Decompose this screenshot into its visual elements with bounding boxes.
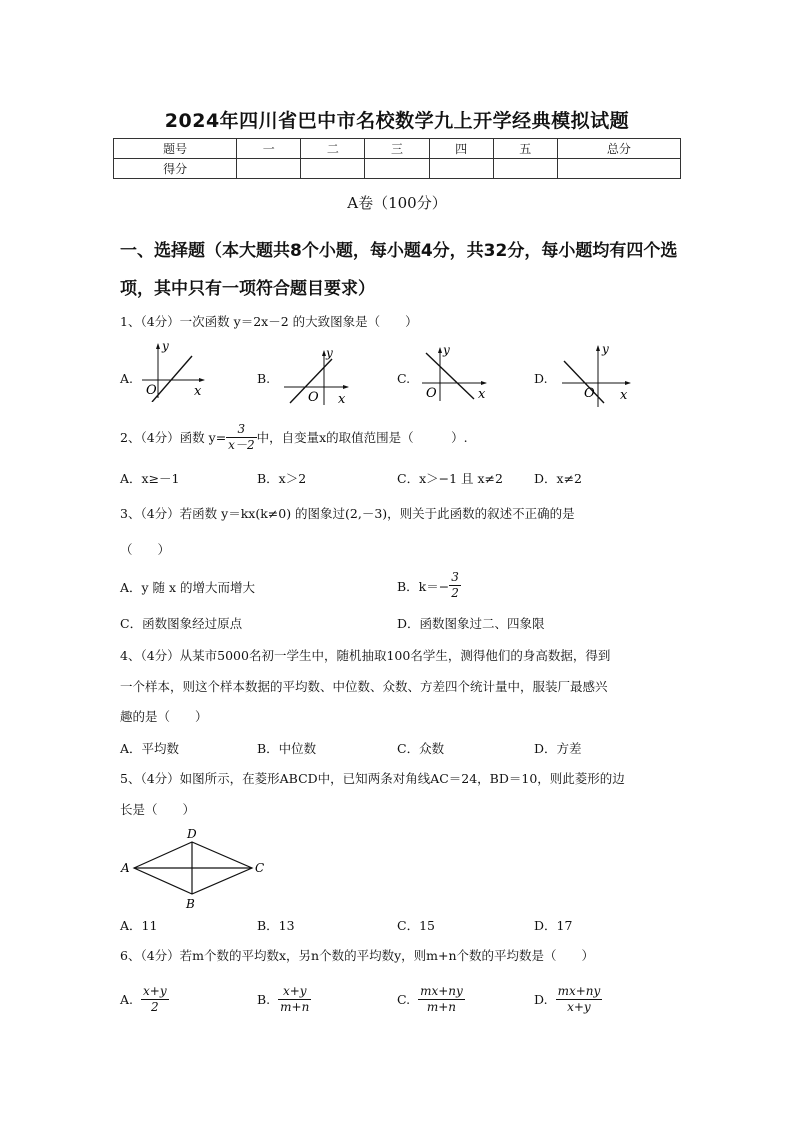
axis-label-x: x (338, 392, 346, 407)
score-cell[interactable] (365, 159, 429, 179)
q6-option-c-label: C. (397, 992, 411, 1007)
score-cell[interactable] (301, 159, 365, 179)
frac-den: 2 (151, 1000, 159, 1014)
q3-text: 3、（4分）若函数 y＝kx(k≠0) 的图象过(2,－3)，则关于此函数的叙述不正确的是 (120, 506, 575, 521)
q6-text: 6、（4分）若m个数的平均数x，另n个数的平均数y，则m+n个数的平均数是（ ） (120, 948, 595, 963)
score-cell[interactable] (429, 159, 493, 179)
q1-option-a-label: A. (120, 371, 134, 386)
q5-rhombus-figure (118, 824, 268, 912)
q2-option-a: A．x≥－1 (120, 471, 180, 486)
axis-label-y: y (162, 340, 169, 353)
q1-option-c-label: C. (397, 371, 411, 386)
score-header-cell: 题号 (114, 139, 237, 159)
frac-num: x+y (278, 984, 311, 1000)
score-row-label: 得分 (114, 159, 237, 179)
q6-option-b-fraction (278, 984, 311, 1015)
q2-frac-num: 3 (226, 422, 256, 438)
origin-label: O (426, 386, 437, 401)
y-arrow (156, 343, 160, 349)
score-cell[interactable] (237, 159, 301, 179)
q6-option-b-label: B. (257, 992, 271, 1007)
q3-option-d: D．函数图象过二、四象限 (397, 616, 545, 631)
x-arrow (199, 378, 205, 382)
q5-line2: 长是（ ） (120, 802, 196, 817)
origin-label: O (584, 386, 595, 401)
q3-frac-den: 2 (451, 586, 459, 600)
q6-option-d-label: D. (534, 992, 548, 1007)
vertex-label-d: D (187, 827, 197, 841)
vertex-label-a: A (121, 861, 130, 875)
exam-title: 2024年四川省巴中市名校数学九上开学经典模拟试题 (164, 110, 630, 132)
q6-option-a-fraction (141, 984, 169, 1015)
q3-option-b-fraction (449, 570, 461, 601)
q5-option-a: A．11 (120, 918, 158, 933)
q6-option-d (534, 984, 602, 1015)
score-table-header-row (114, 139, 681, 159)
score-table-score-row (114, 159, 681, 179)
section-a-heading: A卷（100分） (347, 194, 447, 212)
axis-label-y: y (326, 346, 333, 360)
vertex-label-b: B (186, 897, 195, 911)
vertex-label-c: C (255, 861, 265, 875)
q5-option-d: D．17 (534, 918, 573, 933)
frac-den: x+y (567, 1000, 591, 1014)
axis-label-x: x (620, 388, 628, 403)
score-cell[interactable] (557, 159, 680, 179)
q1-graph-c (418, 343, 490, 405)
frac-den: m+n (280, 1000, 310, 1014)
frac-den: m+n (426, 1000, 457, 1014)
score-header-cell: 一 (237, 139, 301, 159)
q3-option-b (397, 570, 461, 601)
q4-option-c: C．众数 (397, 741, 445, 756)
axis-label-y: y (443, 343, 450, 357)
q3-paren: （ ） (120, 542, 171, 557)
q6-option-c-fraction (418, 984, 465, 1015)
q4-option-d: D．方差 (534, 741, 582, 756)
q1-option-b-label: B. (257, 371, 271, 386)
y-arrow (596, 345, 600, 351)
q2-option-c: C．x＞−1 且 x≠2 (397, 471, 503, 486)
frac-num: mx+ny (420, 984, 463, 998)
y-arrow (438, 347, 442, 353)
q2-option-b: B．x＞2 (257, 471, 307, 486)
q1-text: 1、（4分）一次函数 y＝2x－2 的大致图象是（ ） (120, 314, 418, 329)
axis-label-x: x (194, 384, 202, 399)
score-header-cell: 三 (365, 139, 429, 159)
score-cell[interactable] (493, 159, 557, 179)
origin-label: O (146, 383, 157, 398)
q4-line3: 趣的是（ ） (120, 709, 208, 724)
q1-graph-b (280, 345, 352, 407)
q6-option-b (257, 984, 311, 1015)
part1-title: 一、选择题（本大题共8个小题，每小题4分，共32分，每小题均有四个选项，其中只有一项符合题目要求） (120, 241, 678, 299)
q3-option-a: A．y 随 x 的增大而增大 (120, 580, 256, 595)
x-arrow (625, 381, 631, 385)
q6-option-d-fraction (556, 984, 603, 1015)
q6-option-a-label: A. (120, 992, 134, 1007)
q5-line1: 5、（4分）如图所示，在菱形ABCD中，已知两条对角线AC＝24，BD＝10，则此菱形的边 (120, 771, 625, 786)
axis-label-x: x (478, 387, 486, 402)
frac-num: mx+ny (557, 984, 601, 998)
q6-option-c (397, 984, 465, 1015)
score-header-cell: 总分 (557, 139, 680, 159)
q4-option-b: B．中位数 (257, 741, 317, 756)
q2-prefix: 2、（4分）函数 y= (120, 429, 227, 445)
q1-option-d-label: D. (534, 371, 548, 386)
score-header-cell: 二 (301, 139, 365, 159)
frac-num: x+y (143, 984, 167, 998)
x-arrow (343, 385, 349, 389)
q4-line1: 4、（4分）从某市5000名初一学生中，随机抽取100名学生，测得他们的身高数据，得到 (120, 648, 611, 663)
q5-option-c: C．15 (397, 918, 435, 933)
q3-option-c: C．函数图象经过原点 (120, 616, 243, 631)
q2-option-d: D．x≠2 (534, 471, 582, 486)
q3-frac-num: 3 (451, 570, 459, 584)
axis-label-y: y (602, 342, 609, 356)
q1-graph-a (138, 340, 210, 402)
q2-line (120, 422, 468, 453)
q2-suffix: 中，自变量x的取值范围是（ ）. (256, 429, 468, 445)
q3-option-b-prefix: B．k＝− (397, 578, 450, 594)
score-header-cell: 四 (429, 139, 493, 159)
q2-fraction (226, 422, 256, 453)
q1-graph-d (558, 341, 634, 413)
score-header-cell: 五 (493, 139, 557, 159)
x-arrow (481, 381, 487, 385)
q4-option-a: A．平均数 (120, 741, 180, 756)
score-table (113, 138, 681, 179)
q5-option-b: B．13 (257, 918, 295, 933)
origin-label: O (308, 390, 319, 405)
q4-line2: 一个样本，则这个样本数据的平均数、中位数、众数、方差四个统计量中，服装厂最感兴 (120, 679, 608, 694)
q2-frac-den: x－2 (228, 438, 255, 452)
q6-option-a (120, 984, 169, 1015)
